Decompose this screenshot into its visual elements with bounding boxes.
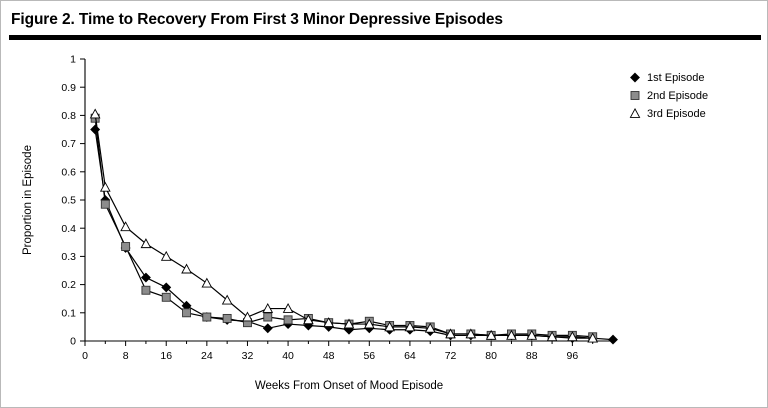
line-chart [1,45,768,390]
x-tick-label: 56 [363,350,376,362]
data-point-triangle [202,279,211,288]
x-tick-label: 80 [485,350,497,362]
y-tick-label: 0.2 [61,279,76,292]
x-tick-label: 48 [322,350,335,362]
data-point-square [631,92,639,100]
legend-label: 2nd Episode [647,90,709,102]
data-point-square [183,309,191,317]
x-axis-title: Weeks From Onset of Mood Episode [254,380,444,390]
data-point-square [162,293,170,301]
data-point-triangle [630,109,639,118]
data-point-diamond [609,335,618,344]
data-point-square [203,313,211,321]
data-point-square [264,313,272,321]
data-point-diamond [631,73,640,82]
data-point-square [101,200,109,208]
x-tick-label: 96 [566,350,579,362]
legend-label: 1st Episode [647,72,705,84]
y-tick-label: 0.6 [61,166,76,179]
data-point-square [284,316,292,324]
y-tick-label: 1 [70,53,76,66]
x-tick-label: 64 [404,350,416,362]
figure-title: Figure 2. Time to Recovery From First 3 Minor Depressive Episodes [11,11,503,28]
x-tick-label: 0 [82,350,88,362]
y-tick-label: 0.1 [61,307,76,320]
series-line [95,118,593,337]
x-tick-label: 16 [160,350,173,362]
data-point-square [122,243,130,251]
x-tick-label: 72 [444,350,457,362]
y-axis-title: Proportion in Episode [22,145,34,255]
y-tick-label: 0.3 [61,251,76,263]
y-tick-label: 0.7 [61,138,76,151]
x-tick-label: 40 [282,350,294,362]
data-point-triangle [91,109,100,118]
x-tick-label: 88 [525,350,538,362]
series-line [95,130,613,340]
data-point-triangle [101,183,110,192]
data-point-square [223,314,231,322]
data-point-triangle [121,222,130,231]
y-tick-label: 0.8 [61,110,76,122]
series-3 [91,109,598,342]
legend-item [630,108,705,120]
data-point-diamond [142,273,151,282]
y-tick-label: 0.4 [61,222,76,235]
data-point-triangle [162,252,171,261]
x-tick-label: 24 [201,350,213,362]
data-point-triangle [182,264,191,273]
series-line [95,114,593,338]
x-tick-label: 32 [241,350,254,362]
series-2 [91,114,597,341]
y-tick-label: 0.5 [61,194,76,207]
x-tick-label: 8 [122,350,129,362]
legend-item [631,90,708,102]
data-point-diamond [263,324,272,333]
y-tick-label: 0 [70,335,76,348]
legend-label: 3rd Episode [647,108,706,120]
y-tick-label: 0.9 [61,81,76,94]
legend-item [631,72,705,84]
chart-plot-area [1,45,768,390]
title-divider-rule [9,35,761,40]
series-1 [91,125,618,344]
data-point-square [142,286,150,294]
